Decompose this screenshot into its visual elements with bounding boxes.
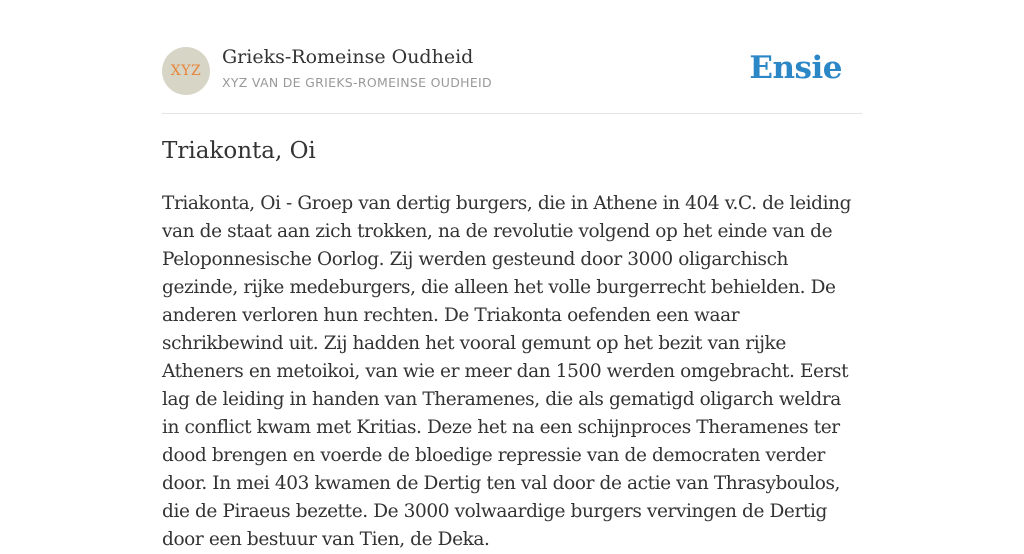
article-title: Triakonta, Oi xyxy=(162,138,316,164)
source-title[interactable]: Grieks-Romeinse Oudheid xyxy=(222,46,474,68)
source-subtitle[interactable]: XYZ VAN DE GRIEKS-ROMEINSE OUDHEID xyxy=(222,75,492,90)
ensie-logo-link[interactable]: Ensie xyxy=(749,50,842,86)
source-header xyxy=(162,46,862,96)
avatar-initials: XYZ xyxy=(170,63,202,79)
source-avatar[interactable] xyxy=(162,47,210,95)
header-divider xyxy=(162,113,862,114)
article-body: Triakonta, Oi - Groep van dertig burgers, die in Athene in 404 v.C. de leiding van de staat aan zich trokken, na de revolutie volgend op het einde van de Peloponnesische Oorlog. Zij werden gesteund door 3000 oligarchisch gezinde, rijke medeburgers, die alleen het volle burgerrecht behielden. De anderen verloren hun rechten. De Triakonta oefenden een waar schrikbewind uit. Zij hadden het vooral gemunt op het bezit van rijke Atheners en metoikoi, van wie er meer dan 1500 werden omgebracht. Eerst lag de leiding in handen van Theramenes, die als gematigd oligarch weldra in conflict kwam met Kritias. Deze het na een schijnproces Theramenes ter dood brengen en voerde de bloedige repressie van de democraten verder door. In mei 403 kwamen de Dertig ten val door de actie van Thrasyboulos, die de Piraeus bezette. De 3000 volwaardige burgers vervingen de Dertig door een bestuur van Tien, de Deka. xyxy=(162,193,852,550)
